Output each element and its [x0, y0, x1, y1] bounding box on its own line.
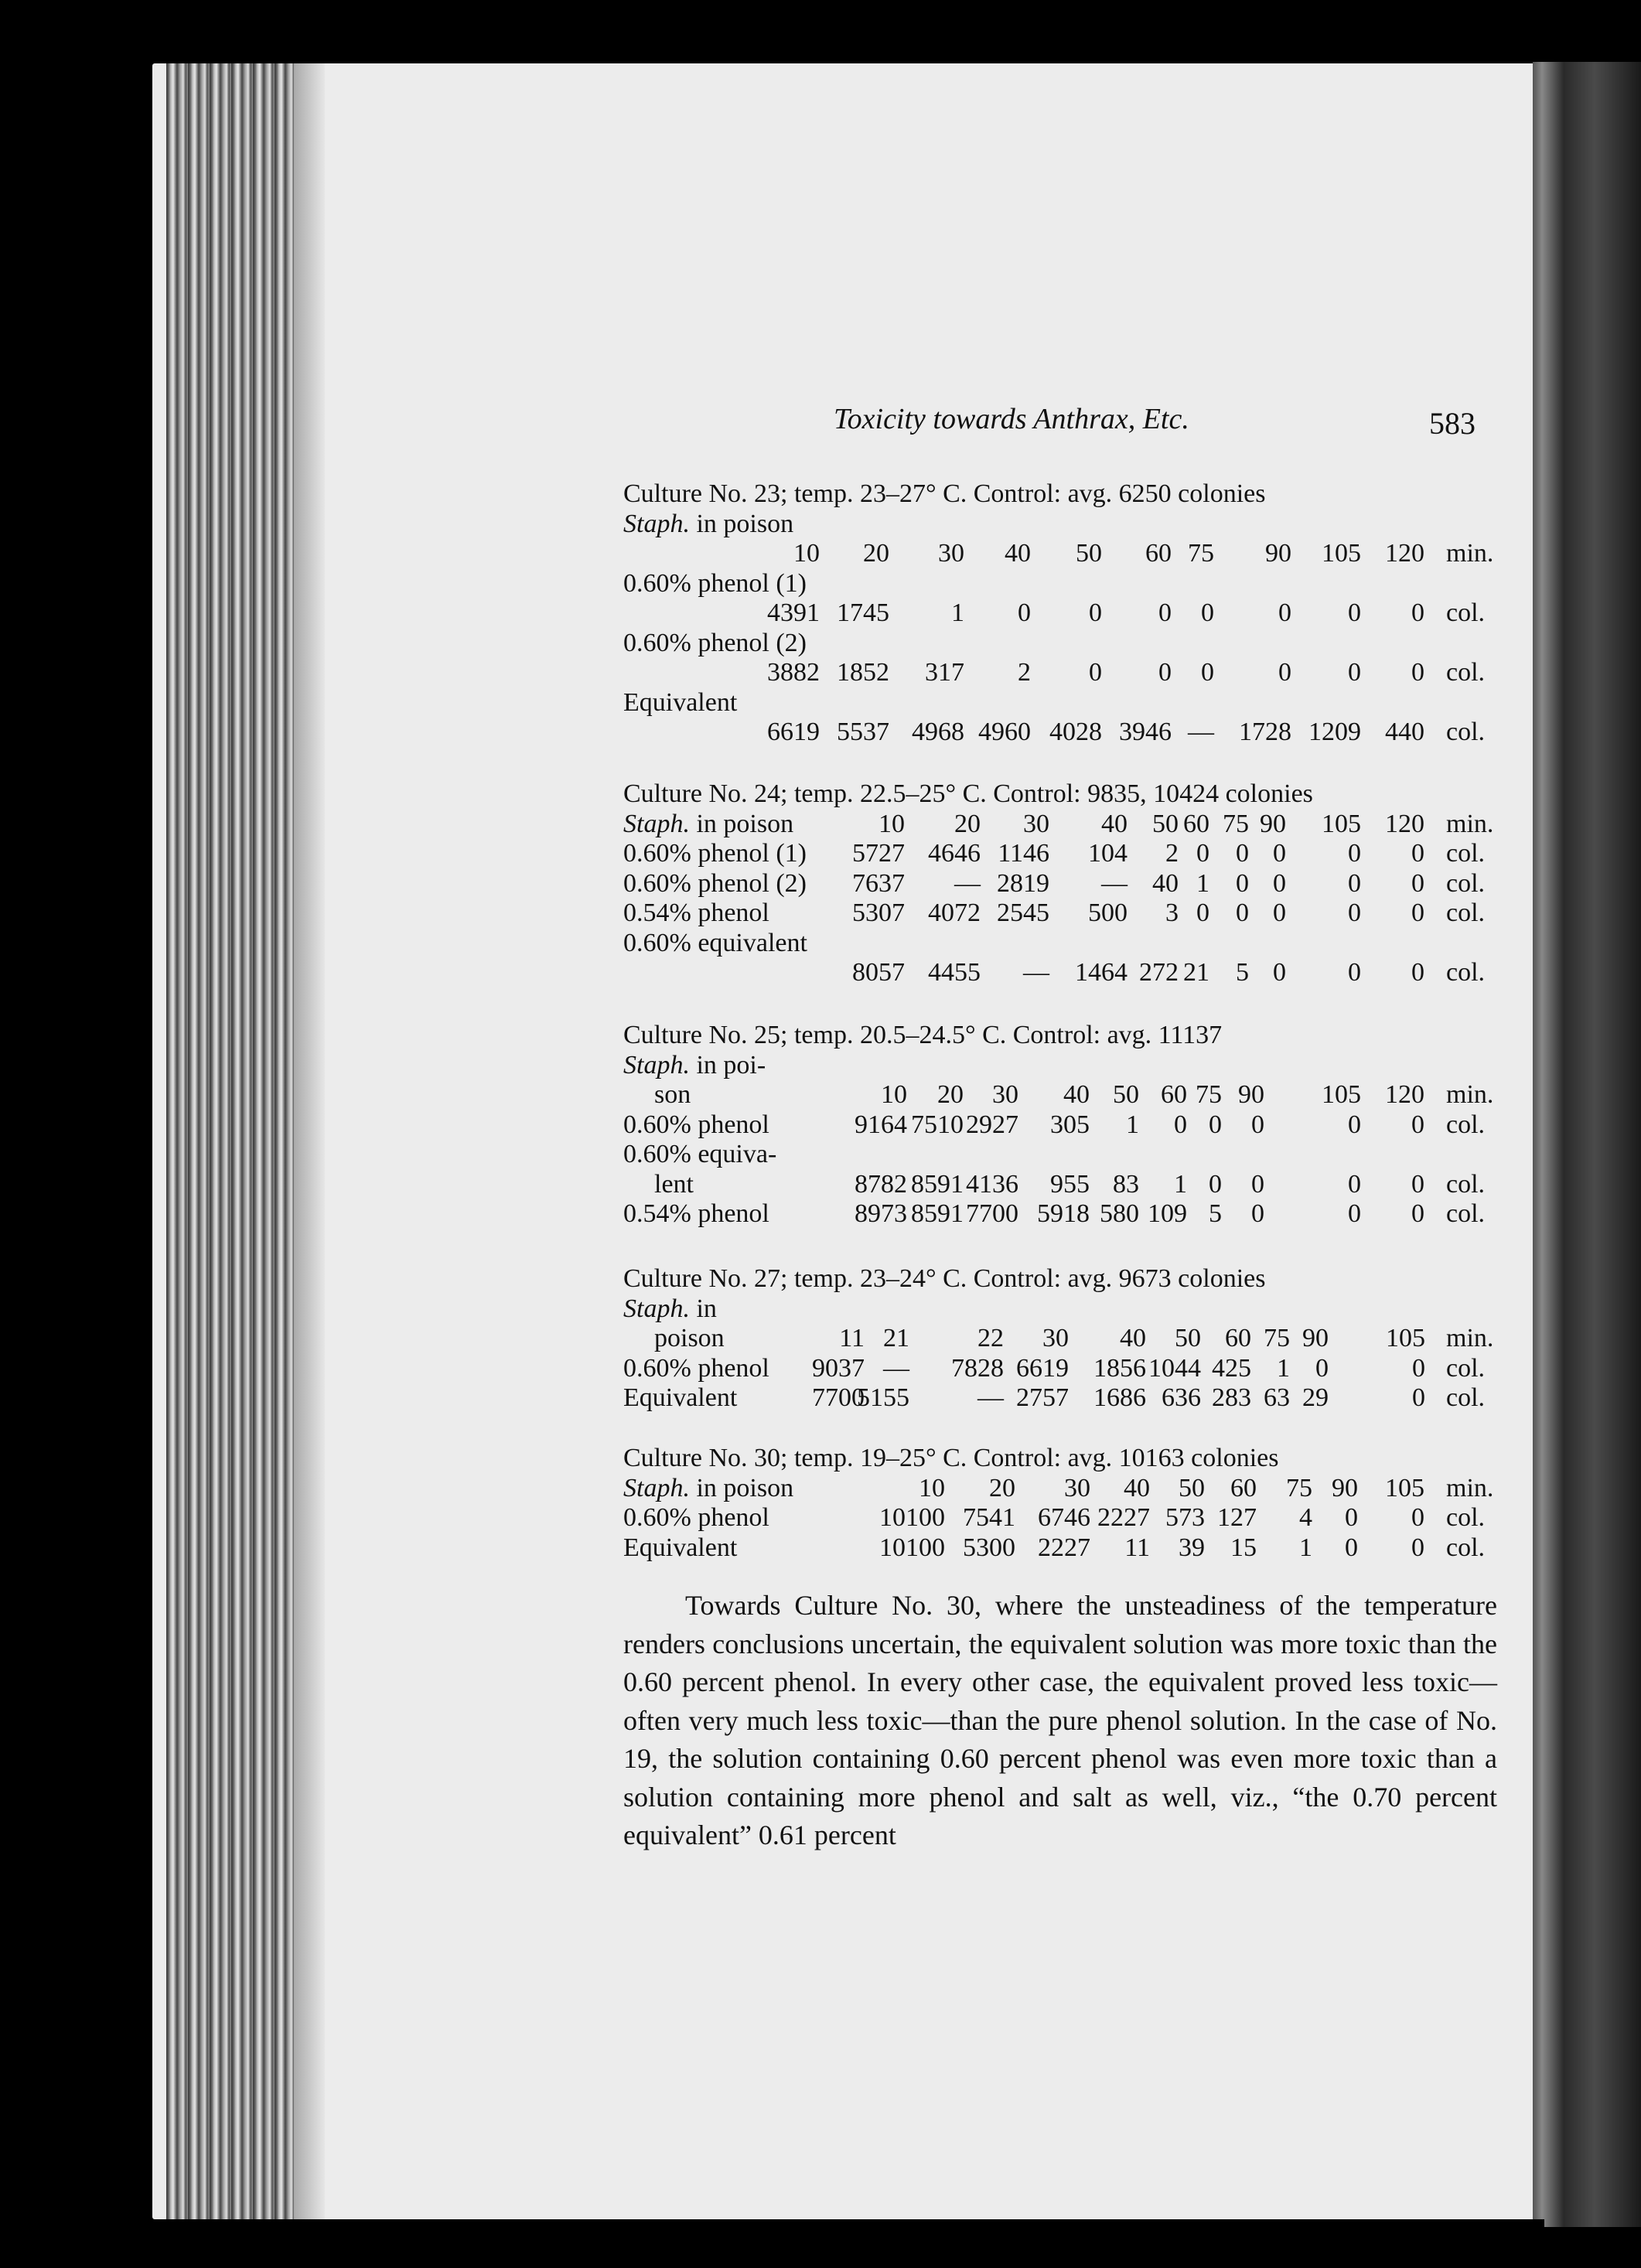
time-unit: min.: [1446, 1324, 1494, 1352]
staph-label: [623, 1294, 717, 1324]
table-cell: 0: [1196, 839, 1209, 868]
time-cell: 90: [1260, 809, 1286, 838]
row-unit: col.: [1446, 1110, 1486, 1139]
row-label: 0.60% phenol: [623, 1353, 769, 1383]
table-cell: 305: [1050, 1110, 1090, 1139]
time-cell: 20: [863, 539, 889, 568]
time-cell: 50: [1152, 809, 1179, 838]
table-cell: 2227: [1038, 1533, 1090, 1562]
table-cell: 4968: [912, 718, 964, 746]
time-cell: 105: [1386, 1324, 1425, 1352]
table-cell: 0: [1236, 839, 1249, 868]
table-cell: 500: [1088, 899, 1128, 927]
table-cell: 1745: [837, 599, 889, 627]
time-cell: 60: [1230, 1473, 1257, 1502]
table-cell: 7541: [963, 1503, 1015, 1532]
table-cell: 0: [1348, 658, 1361, 687]
table-cell: 2927: [966, 1110, 1018, 1139]
table-cell: 7510: [911, 1110, 964, 1139]
time-cell: 75: [1223, 809, 1249, 838]
time-cell: 60: [1161, 1080, 1187, 1109]
table-cell: 39: [1179, 1533, 1205, 1562]
table-cell: 1464: [1075, 958, 1128, 987]
row-label: 0.60% phenol (1): [623, 839, 807, 868]
table-cell: 9037: [812, 1353, 865, 1383]
table-cell: 6619: [767, 718, 820, 746]
table-cell: 2227: [1097, 1503, 1150, 1532]
table-cell: 0: [1196, 899, 1209, 927]
table-cell: 0: [1201, 658, 1214, 687]
time-unit: min.: [1446, 1473, 1494, 1502]
time-unit: min.: [1446, 809, 1494, 838]
table-cell: 8057: [852, 958, 905, 987]
table-cell: 5: [1236, 958, 1249, 987]
time-cell: 120: [1385, 1080, 1424, 1109]
table-cell: 955: [1050, 1169, 1090, 1199]
table-cell: 0: [1348, 1169, 1361, 1199]
row-label: Equivalent: [623, 1533, 738, 1562]
table-cell: 8782: [855, 1169, 907, 1199]
row-label: 0.54% phenol: [623, 899, 769, 927]
table-cell: 1: [951, 599, 964, 627]
table-cell: 0: [1348, 958, 1361, 987]
row-unit: col.: [1446, 899, 1486, 927]
culture-heading: Culture No. 24; temp. 22.5–25° C. Control: 9835, 10424 colonies: [623, 779, 1313, 808]
table-cell: 2757: [1016, 1383, 1069, 1412]
table-cell: 0: [1174, 1110, 1187, 1139]
table-cell: 0: [1345, 1533, 1358, 1562]
table-cell: 0: [1251, 1199, 1264, 1228]
time-cell: 40: [1063, 1080, 1090, 1109]
table-cell: 1209: [1308, 718, 1361, 746]
time-unit: min.: [1446, 1080, 1494, 1109]
time-cell: 105: [1322, 809, 1361, 838]
table-cell: 0: [1348, 1199, 1361, 1228]
time-cell: 22: [977, 1324, 1004, 1352]
table-cell: 29: [1302, 1383, 1329, 1412]
culture-heading: Culture No. 23; temp. 23–27° C. Control: avg. 6250 colonies: [623, 479, 1266, 508]
staph-label: [623, 1474, 793, 1503]
table-cell: 0: [1348, 599, 1361, 627]
table-cell: 5: [1209, 1199, 1222, 1228]
table-cell: —: [977, 1383, 1004, 1412]
table-cell: 3: [1165, 899, 1179, 927]
table-cell: 0: [1315, 1353, 1329, 1383]
table-cell: 1: [1196, 868, 1209, 898]
row-unit: col.: [1446, 958, 1486, 987]
table-cell: 2: [1165, 839, 1179, 868]
time-cell: 10: [919, 1473, 945, 1502]
table-cell: 0: [1411, 1503, 1424, 1532]
table-cell: 283: [1212, 1383, 1251, 1412]
time-cell: 21: [883, 1324, 909, 1352]
time-cell: 30: [1023, 809, 1049, 838]
table-cell: —: [954, 868, 981, 898]
culture-heading: Culture No. 30; temp. 19–25° C. Control: avg. 10163 colonies: [623, 1444, 1279, 1472]
table-cell: 0: [1412, 1383, 1425, 1412]
time-cell: 60: [1183, 809, 1209, 838]
row-label: 0.60% equivalent: [623, 928, 807, 957]
table-cell: 0: [1411, 1533, 1424, 1562]
table-cell: 1: [1299, 1533, 1312, 1562]
table-cell: 4960: [978, 718, 1031, 746]
staph-rest: in: [689, 1294, 717, 1323]
table-cell: 63: [1264, 1383, 1290, 1412]
table-cell: 1: [1126, 1110, 1139, 1139]
time-cell: 40: [1120, 1324, 1146, 1352]
table-cell: 5537: [837, 718, 889, 746]
row-label: 0.54% phenol: [623, 1199, 769, 1228]
time-cell: 30: [1064, 1473, 1090, 1502]
table-cell: 0: [1411, 658, 1424, 687]
row-label: 0.60% phenol: [623, 1503, 769, 1532]
row-unit: col.: [1446, 1533, 1486, 1562]
staph-word: Staph.: [623, 809, 690, 838]
row-label: 0.60% phenol: [623, 1110, 769, 1139]
table-cell: 425: [1212, 1353, 1251, 1383]
table-cell: 0: [1411, 839, 1424, 868]
time-cell: 90: [1238, 1080, 1264, 1109]
time-cell: 60: [1225, 1324, 1251, 1352]
table-cell: 580: [1100, 1199, 1139, 1228]
row-unit: col.: [1446, 658, 1486, 687]
table-cell: 4: [1299, 1503, 1312, 1532]
table-cell: —: [1023, 958, 1049, 987]
row-label: Equivalent: [623, 1383, 738, 1412]
time-cell: 75: [1188, 539, 1214, 568]
time-cell: 10: [793, 539, 820, 568]
time-cell: 40: [1124, 1473, 1150, 1502]
table-cell: 104: [1088, 839, 1128, 868]
table-cell: 1686: [1093, 1383, 1146, 1412]
table-cell: 2545: [997, 899, 1049, 927]
table-cell: 5918: [1037, 1199, 1090, 1228]
table-cell: 0: [1411, 1199, 1424, 1228]
time-cell: 50: [1113, 1080, 1139, 1109]
table-cell: 440: [1385, 718, 1424, 746]
table-cell: 4136: [966, 1169, 1018, 1199]
table-cell: 3946: [1119, 718, 1172, 746]
table-cell: 10100: [879, 1503, 945, 1532]
table-cell: 127: [1217, 1503, 1257, 1532]
page-number: 583: [1429, 406, 1476, 441]
time-cell: 20: [989, 1473, 1015, 1502]
time-cell: 105: [1385, 1473, 1424, 1502]
table-cell: 0: [1273, 839, 1286, 868]
table-cell: 10100: [879, 1533, 945, 1562]
row-unit: col.: [1446, 868, 1486, 898]
running-title: Toxicity towards Anthrax, Etc.: [834, 403, 1189, 435]
table-cell: 4646: [928, 839, 981, 868]
table-cell: 0: [1158, 599, 1172, 627]
time-cell: 60: [1145, 539, 1172, 568]
table-cell: 4072: [928, 899, 981, 927]
table-cell: 5727: [852, 839, 905, 868]
scan-right-edge: [1533, 62, 1641, 2227]
table-cell: 0: [1236, 868, 1249, 898]
row-unit: col.: [1446, 1353, 1486, 1383]
staph-word: Staph.: [623, 1473, 690, 1502]
time-cell: 30: [992, 1080, 1018, 1109]
table-cell: 9164: [855, 1110, 907, 1139]
staph-word: Staph.: [623, 1294, 690, 1323]
table-cell: 1728: [1239, 718, 1291, 746]
row-unit: col.: [1446, 599, 1486, 627]
table-cell: 0: [1348, 839, 1361, 868]
table-cell: 109: [1148, 1199, 1187, 1228]
table-cell: 0: [1411, 868, 1424, 898]
table-cell: 8591: [911, 1199, 964, 1228]
table-cell: 0: [1348, 868, 1361, 898]
table-cell: 0: [1411, 599, 1424, 627]
staph-rest: in poison: [689, 809, 794, 838]
table-cell: 0: [1251, 1169, 1264, 1199]
row-unit: col.: [1446, 1199, 1486, 1228]
table-cell: 0: [1273, 958, 1286, 987]
time-cell: 105: [1322, 1080, 1361, 1109]
table-cell: 1: [1174, 1169, 1187, 1199]
table-cell: 8591: [911, 1169, 964, 1199]
table-cell: 1044: [1148, 1353, 1201, 1383]
time-cell: 30: [1042, 1324, 1069, 1352]
table-cell: 0: [1278, 599, 1291, 627]
table-cell: 2: [1018, 658, 1031, 687]
table-cell: 0: [1278, 658, 1291, 687]
table-cell: 7828: [951, 1353, 1004, 1383]
row-label: 0.60% phenol (2): [623, 628, 807, 657]
table-cell: 11: [1124, 1533, 1150, 1562]
staph-label: [623, 810, 793, 839]
table-cell: 0: [1209, 1169, 1222, 1199]
row-unit: col.: [1446, 839, 1486, 868]
scan-left-margin: [0, 0, 155, 2268]
table-cell: 6619: [1016, 1353, 1069, 1383]
table-cell: —: [1101, 868, 1128, 898]
row-unit: col.: [1446, 718, 1486, 746]
table-cell: 8973: [855, 1199, 907, 1228]
table-cell: 0: [1089, 658, 1102, 687]
staph-label-cont: son: [654, 1080, 691, 1109]
time-cell: 75: [1196, 1080, 1222, 1109]
table-cell: 0: [1209, 1110, 1222, 1139]
table-cell: 0: [1411, 1169, 1424, 1199]
row-unit: col.: [1446, 1169, 1486, 1199]
table-cell: —: [1188, 718, 1214, 746]
time-cell: 50: [1179, 1473, 1205, 1502]
table-cell: 6746: [1038, 1503, 1090, 1532]
row-label: 0.60% phenol (1): [623, 568, 807, 598]
table-cell: 7700: [812, 1383, 865, 1412]
staph-label: [623, 510, 793, 539]
time-cell: 90: [1265, 539, 1291, 568]
time-cell: 20: [937, 1080, 964, 1109]
table-cell: 83: [1113, 1169, 1139, 1199]
staph-label: [623, 1051, 766, 1080]
time-cell: 50: [1175, 1324, 1201, 1352]
gutter-shadow: [294, 63, 325, 2219]
table-cell: 7637: [852, 868, 905, 898]
staph-label-cont: poison: [654, 1324, 725, 1352]
page: [152, 63, 1537, 2219]
table-cell: 0: [1348, 899, 1361, 927]
table-cell: 0: [1089, 599, 1102, 627]
table-cell: 272: [1139, 958, 1179, 987]
row-label-cont: lent: [654, 1169, 694, 1199]
table-cell: 5307: [852, 899, 905, 927]
time-cell: 75: [1286, 1473, 1312, 1502]
table-cell: 4028: [1049, 718, 1102, 746]
time-cell: 120: [1385, 539, 1424, 568]
table-cell: —: [883, 1353, 909, 1383]
time-cell: 10: [881, 1080, 907, 1109]
time-cell: 40: [1101, 809, 1128, 838]
time-cell: 20: [954, 809, 981, 838]
table-cell: 2819: [997, 868, 1049, 898]
table-cell: 15: [1230, 1533, 1257, 1562]
table-cell: 0: [1345, 1503, 1358, 1532]
time-cell: 40: [1005, 539, 1031, 568]
paragraph-text: Towards Culture No. 30, where the unsteadiness of the temperature renders conclusions uncertain, the equivalent solution was more toxic than the 0.60 percent phenol. In every other case, the equivalent proved less toxic—often very much less toxic—than the pure phenol solution. In the case of No. 19, the solution containing 0.60 percent phenol was even more toxic than a solution containing more phenol and salt as well, viz., “the 0.70 percent equivalent” 0.61 percent: [623, 1590, 1497, 1850]
time-cell: 11: [839, 1324, 865, 1352]
row-unit: col.: [1446, 1503, 1486, 1532]
table-cell: 0: [1251, 1110, 1264, 1139]
time-cell: 120: [1385, 809, 1424, 838]
table-cell: 0: [1273, 868, 1286, 898]
table-cell: 5300: [963, 1533, 1015, 1562]
table-cell: 1852: [837, 658, 889, 687]
table-cell: 3882: [767, 658, 820, 687]
table-cell: 1: [1277, 1353, 1290, 1383]
table-cell: 573: [1165, 1503, 1205, 1532]
table-cell: 1146: [998, 839, 1049, 868]
time-cell: 105: [1322, 539, 1361, 568]
time-cell: 90: [1332, 1473, 1358, 1502]
row-label: 0.60% equiva-: [623, 1140, 777, 1168]
table-cell: 4455: [928, 958, 981, 987]
table-cell: 0: [1411, 1110, 1424, 1139]
table-cell: 0: [1411, 899, 1424, 927]
time-cell: 50: [1076, 539, 1102, 568]
table-cell: 5155: [857, 1383, 909, 1412]
staph-word: Staph.: [623, 509, 690, 538]
table-cell: 4391: [767, 599, 820, 627]
table-cell: 1856: [1093, 1353, 1146, 1383]
table-cell: 0: [1412, 1353, 1425, 1383]
staph-word: Staph.: [623, 1050, 690, 1079]
table-cell: 0: [1411, 958, 1424, 987]
table-cell: 317: [925, 658, 964, 687]
table-cell: 636: [1162, 1383, 1201, 1412]
scan-bottom-margin: [152, 2219, 1544, 2268]
culture-heading: Culture No. 27; temp. 23–24° C. Control: avg. 9673 colonies: [623, 1264, 1266, 1293]
time-cell: 30: [938, 539, 964, 568]
culture-heading: Culture No. 25; temp. 20.5–24.5° C. Control: avg. 11137: [623, 1021, 1223, 1049]
row-label: 0.60% phenol (2): [623, 868, 807, 898]
table-cell: 40: [1152, 868, 1179, 898]
time-unit: min.: [1446, 539, 1494, 568]
staph-rest: in poison: [689, 509, 794, 538]
body-paragraph: [623, 1587, 1497, 1855]
staph-rest: in poi-: [689, 1050, 766, 1079]
table-cell: 0: [1201, 599, 1214, 627]
table-cell: 0: [1236, 899, 1249, 927]
row-label: Equivalent: [623, 687, 738, 717]
table-cell: 0: [1018, 599, 1031, 627]
table-cell: 0: [1348, 1110, 1361, 1139]
table-cell: 0: [1158, 658, 1172, 687]
table-cell: 0: [1273, 899, 1286, 927]
time-cell: 90: [1302, 1324, 1329, 1352]
staph-rest: in poison: [689, 1473, 794, 1502]
row-unit: col.: [1446, 1383, 1486, 1412]
time-cell: 75: [1264, 1324, 1290, 1352]
book-gutter: [166, 63, 313, 2219]
table-cell: 21: [1183, 958, 1209, 987]
time-cell: 10: [878, 809, 905, 838]
table-cell: 7700: [966, 1199, 1018, 1228]
